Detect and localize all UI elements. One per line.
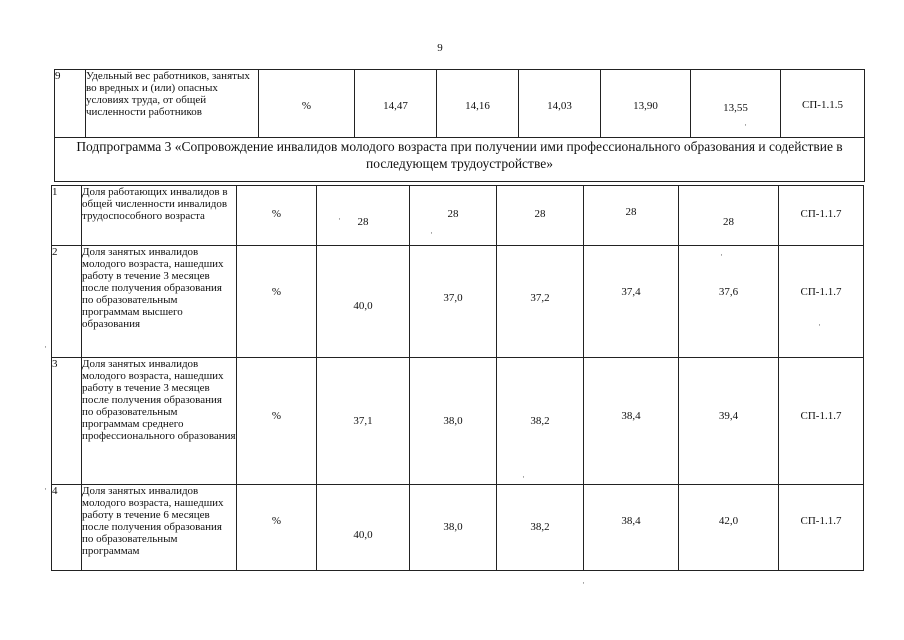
indicator-value: 13,55: [691, 70, 781, 138]
subprogram-title: Подпрограмма 3 «Сопровождение инвалидов молодого возраста при получении ими профессионального образования и содействие в последующем трудоустройстве»: [55, 138, 865, 182]
subprogram-row: [55, 138, 865, 182]
indicator-name: Доля занятых инвалидов молодого возраста, нашедших работу в течение 3 месяцев после получения образования по образовательным программам высшего образования: [82, 246, 237, 358]
indicator-value: 13,90: [601, 70, 691, 138]
indicator-name: Удельный вес работников, занятых во вредных и (или) опасных условиях труда, от общей численности работников: [86, 70, 259, 138]
indicator-unit: %: [259, 70, 355, 138]
indicator-name: Доля работающих инвалидов в общей численности инвалидов трудоспособного возраста: [82, 186, 237, 246]
scan-speck: ·: [720, 250, 723, 260]
row-number: 3: [52, 358, 82, 485]
indicator-value: 38,4: [584, 358, 679, 485]
indicator-value: 40,0: [317, 485, 410, 571]
indicator-code: СП-1.1.7: [779, 246, 864, 358]
indicator-value: 38,0: [410, 485, 497, 571]
indicator-value: 38,4: [584, 485, 679, 571]
indicator-value: 37,6: [679, 246, 779, 358]
indicator-value: 40,0: [317, 246, 410, 358]
scan-speck: ·: [522, 472, 525, 482]
indicator-value: 38,2: [497, 485, 584, 571]
indicator-value: 28: [584, 186, 679, 246]
scan-speck: ·: [44, 342, 47, 352]
indicator-value: 37,1: [317, 358, 410, 485]
indicator-value: 14,16: [437, 70, 519, 138]
table-row: [55, 70, 865, 138]
indicator-unit: %: [237, 186, 317, 246]
page-number: 9: [437, 42, 443, 54]
indicator-value: 38,2: [497, 358, 584, 485]
indicator-code: СП-1.1.7: [779, 485, 864, 571]
indicator-code: СП-1.1.5: [781, 70, 865, 138]
indicator-value: 42,0: [679, 485, 779, 571]
scan-speck: ·: [582, 578, 585, 588]
indicator-name: Доля занятых инвалидов молодого возраста, нашедших работу в течение 6 месяцев после получения образования по образовательным программам: [82, 485, 237, 571]
table-row: [52, 485, 864, 571]
indicator-code: СП-1.1.7: [779, 186, 864, 246]
indicators-table-sub3: [51, 185, 864, 571]
scan-speck: ·: [44, 484, 47, 494]
scan-speck: ·: [818, 320, 821, 330]
indicator-unit: %: [237, 246, 317, 358]
table-row: [52, 246, 864, 358]
row-number: 9: [55, 70, 86, 138]
indicator-name: Доля занятых инвалидов молодого возраста, нашедших работу в течение 3 месяцев после получения образования по образовательным программам среднего профессионального образования: [82, 358, 237, 485]
indicator-value: 28: [679, 186, 779, 246]
indicator-unit: %: [237, 485, 317, 571]
table-row: [52, 358, 864, 485]
row-number: 1: [52, 186, 82, 246]
indicator-value: 37,4: [584, 246, 679, 358]
indicator-value: 28: [317, 186, 410, 246]
scan-speck: ·: [744, 120, 747, 130]
indicator-value: 14,47: [355, 70, 437, 138]
indicator-value: 38,0: [410, 358, 497, 485]
indicator-value: 14,03: [519, 70, 601, 138]
indicator-unit: %: [237, 358, 317, 485]
table-row: [52, 186, 864, 246]
row-number: 2: [52, 246, 82, 358]
indicator-value: 39,4: [679, 358, 779, 485]
row-number: 4: [52, 485, 82, 571]
indicator-value: 28: [410, 186, 497, 246]
scan-speck: ·: [338, 214, 341, 224]
indicator-code: СП-1.1.7: [779, 358, 864, 485]
indicator-value: 37,2: [497, 246, 584, 358]
scan-speck: ·: [430, 228, 433, 238]
indicator-value: 28: [497, 186, 584, 246]
indicator-value: 37,0: [410, 246, 497, 358]
